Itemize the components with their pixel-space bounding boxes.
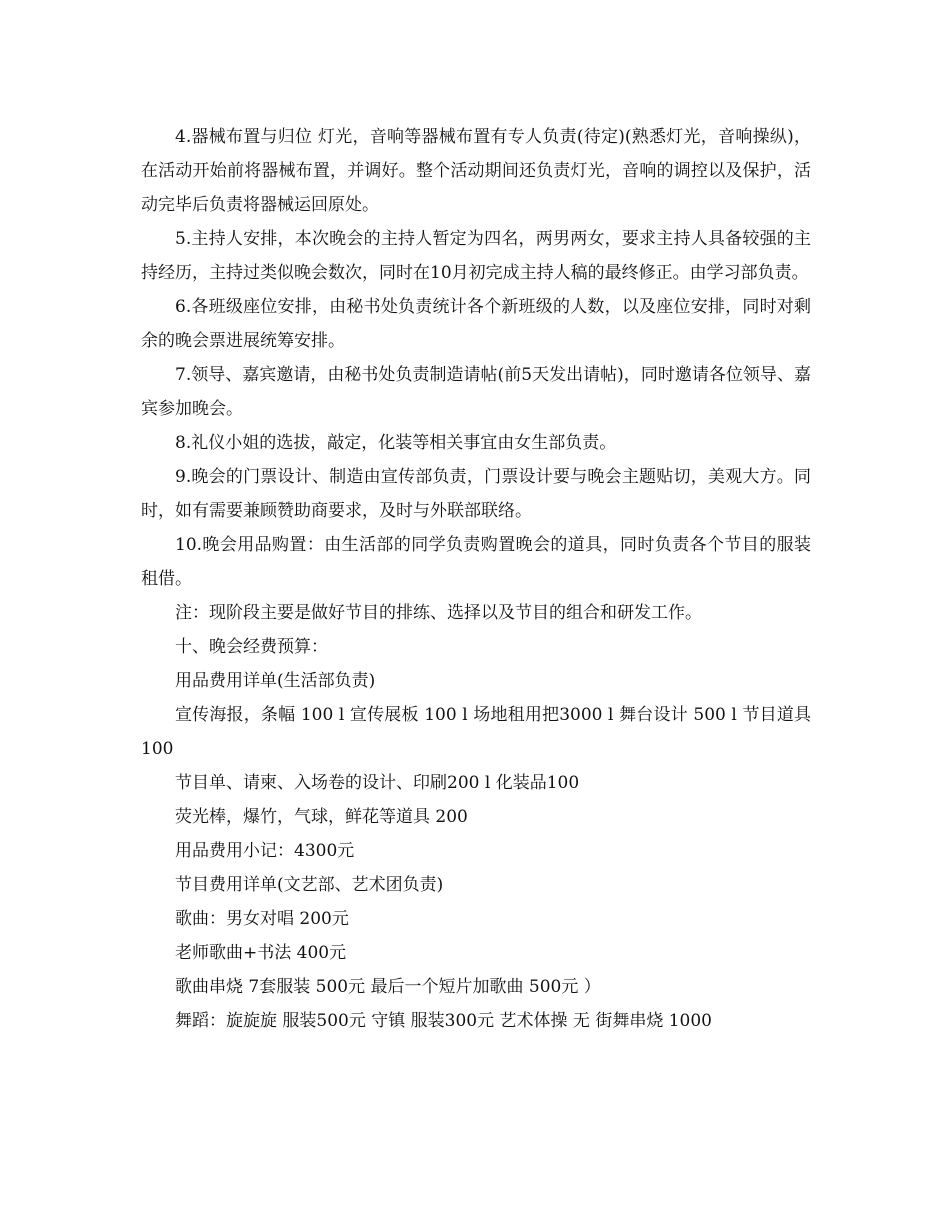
document-body (141, 120, 811, 1038)
paragraph-supplies: 10.晚会用品购置：由生活部的同学负责购置晚会的道具，同时负责各个节目的服装租借。 (141, 535, 811, 589)
paragraph-supplies-cost-title: 用品费用详单(生活部负责) (175, 671, 376, 691)
paragraph-program-cost-title: 节目费用详单(文艺部、艺术团负责) (175, 875, 444, 895)
paragraph-supplies-cost-items-2: 节目单、请柬、入场卷的设计、印刷200 l 化装品100 (175, 773, 580, 793)
paragraph-equipment: 4.器械布置与归位 灯光，音响等器械布置有专人负责(待定)(熟悉灯光，音响操纵)，在活动开始前将器械布置，并调好。整个活动期间还负责灯光，音响的调控以及保护，活动完毕后负责将器械运回原处。 (141, 127, 811, 215)
section-heading-budget: 十、晚会经费预算： (175, 637, 328, 657)
paragraph-supplies-cost-items-1: 宣传海报，条幅 100 l 宣传展板 100 l 场地租用把3000 l 舞台设计 500 l 节目道具100 (141, 705, 811, 759)
paragraph-seating: 6.各班级座位安排，由秘书处负责统计各个新班级的人数，以及座位安排，同时对剩余的晚会票进展统筹安排。 (141, 297, 811, 351)
paragraph-invitations: 7.领导、嘉宾邀请，由秘书处负责制造请帖(前5天发出请帖)，同时邀请各位领导、嘉宾参加晚会。 (141, 365, 811, 419)
paragraph-program-song-medley: 歌曲串烧 7套服装 500元 最后一个短片加歌曲 500元 ） (175, 977, 601, 997)
paragraph-program-song-duet: 歌曲：男女对唱 200元 (175, 909, 349, 929)
paragraph-hosts: 5.主持人安排，本次晚会的主持人暂定为四名，两男两女，要求主持人具备较强的主持经历，主持过类似晚会数次，同时在10月初完成主持人稿的最终修正。由学习部负责。 (141, 229, 811, 283)
paragraph-supplies-subtotal: 用品费用小记：4300元 (175, 841, 355, 861)
paragraph-tickets: 9.晚会的门票设计、制造由宣传部负责，门票设计要与晚会主题贴切，美观大方。同时，如有需要兼顾赞助商要求，及时与外联部联络。 (141, 467, 811, 521)
paragraph-etiquette: 8.礼仪小姐的选拔，敲定，化装等相关事宜由女生部负责。 (175, 433, 617, 453)
paragraph-supplies-cost-items-3: 荧光棒，爆竹，气球，鲜花等道具 200 (175, 807, 468, 827)
paragraph-program-dance: 舞蹈：旋旋旋 服装500元 守镇 服装300元 艺术体操 无 街舞串烧 1000 (175, 1011, 712, 1031)
paragraph-program-teacher-song: 老师歌曲+书法 400元 (175, 943, 347, 963)
paragraph-note: 注：现阶段主要是做好节目的排练、选择以及节目的组合和研发工作。 (175, 603, 702, 623)
